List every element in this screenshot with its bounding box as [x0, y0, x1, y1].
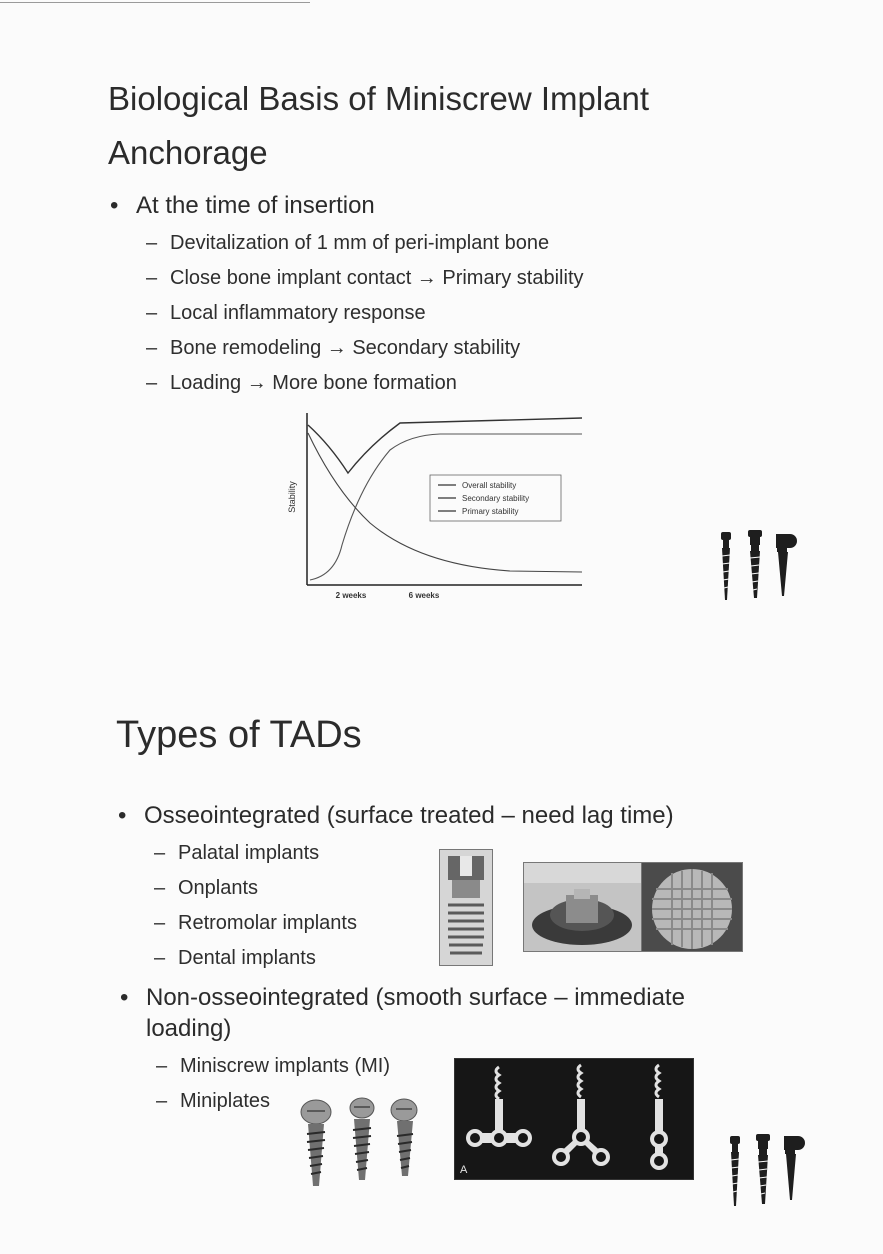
- slide1-title: Biological Basis of Miniscrew Implant Anchorage: [108, 80, 650, 171]
- onplant-image: [523, 862, 642, 952]
- palatal-implant-image: [439, 849, 493, 966]
- miniscrew-icon: [712, 528, 808, 604]
- miniscrew-implants-image: [296, 1094, 436, 1192]
- miniscrew-icon: [726, 1130, 822, 1210]
- slide2-sub-item: – Palatal implants: [154, 842, 320, 864]
- slide1-sub-item: – Close bone implant contact → Primary stability: [146, 267, 584, 289]
- slide2-sub-item: – Dental implants: [154, 947, 316, 969]
- bullet-dot: •: [118, 802, 127, 829]
- slide1-sub-item: – Bone remodeling → Secondary stability: [146, 337, 521, 359]
- retromolar-implant-image: [641, 862, 743, 952]
- slide1-sub-item: – Devitalization of 1 mm of peri-implant bone: [146, 232, 550, 254]
- slide1-sub-item: – Local inflammatory response: [146, 302, 426, 324]
- slide1-bullet-text: At the time of insertion: [136, 192, 375, 219]
- stability-chart: [280, 405, 590, 605]
- slide2-bullet-non-osseointegrated: [120, 982, 685, 1014]
- miniplates-image: [454, 1058, 694, 1180]
- slide2-sub-item: – Retromolar implants: [154, 912, 357, 934]
- legend-label: Secondary stability: [462, 494, 530, 503]
- x-tick-label: 6 weeks: [408, 591, 440, 600]
- slide2-bullet-text: Osseointegrated (surface treated – need lag time): [144, 802, 674, 829]
- y-axis-label: Stability: [287, 481, 297, 513]
- bullet-dot: •: [110, 192, 119, 219]
- legend-label: Primary stability: [462, 507, 519, 516]
- slide2-sub-item: – Miniplates: [156, 1090, 271, 1112]
- x-tick-label: 2 weeks: [335, 591, 367, 600]
- slide2-title: Types of TADs: [116, 714, 362, 756]
- slide2-bullet-text: loading): [146, 1015, 232, 1042]
- slide2-bullet-continuation: [146, 1013, 231, 1045]
- slide2-sub-item: – Onplants: [154, 877, 259, 899]
- slide2-sub-item: – Miniscrew implants (MI): [156, 1055, 391, 1077]
- slide2-bullet-osseointegrated: [118, 800, 674, 832]
- miniplate-panel-label: A: [460, 1164, 468, 1176]
- chart-legend: [430, 475, 561, 521]
- slide1-bullet: [110, 190, 375, 222]
- slide1-sub-item: – Loading → More bone formation: [146, 372, 457, 394]
- bullet-dot: •: [120, 984, 129, 1011]
- overall-stability-line: [308, 418, 582, 473]
- slide2-bullet-text: Non-osseointegrated (smooth surface – immediate: [146, 984, 685, 1011]
- legend-label: Overall stability: [462, 481, 517, 490]
- top-rule: [0, 2, 310, 3]
